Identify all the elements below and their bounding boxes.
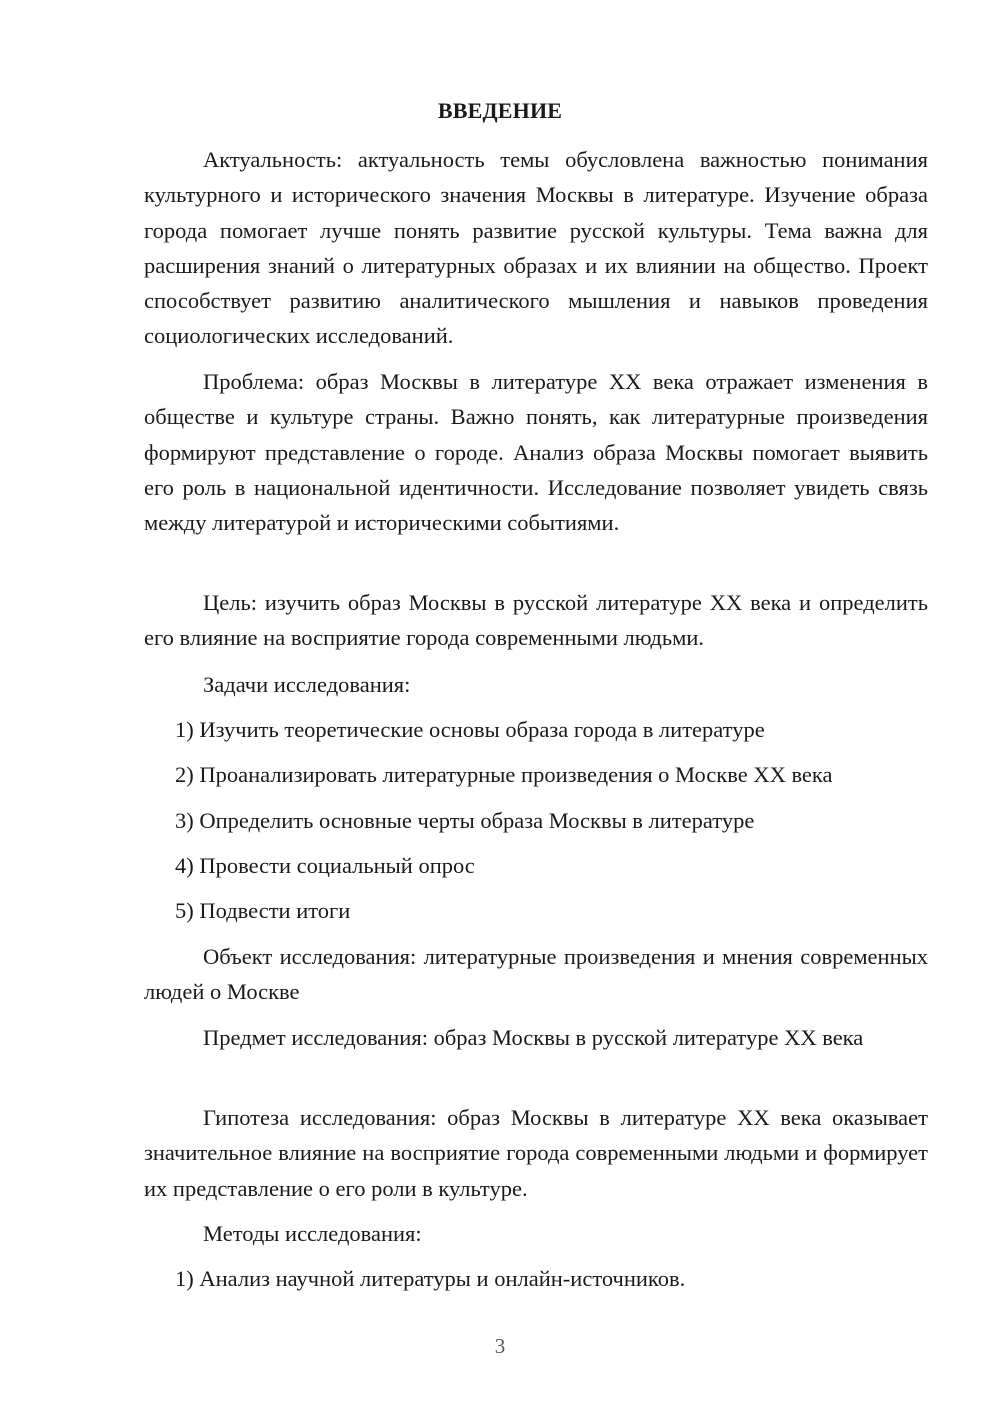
- section-heading: ВВЕДЕНИЕ: [437, 98, 563, 123]
- relevance-paragraph: Актуальность: актуальность темы обусловлена важностью понимания культурного и исторического значения Москвы в литературе. Изучение образа города помогает лучше понять развитие русской культуры. Тема важна для расширения знаний о литературных образах и их влиянии на общество. Проект способствует развитию аналитического мышления и навыков проведения социологических исследований.: [144, 147, 928, 349]
- task-item: 5) Подвести итоги: [175, 898, 351, 923]
- task-item: 3) Определить основные черты образа Москвы в литературе: [175, 808, 755, 833]
- hypothesis-paragraph: Гипотеза исследования: образ Москвы в литературе XX века оказывает значительное влияние на восприятие города современными людьми и формирует их представление о его роли в культуре.: [144, 1105, 928, 1201]
- task-item: 1) Изучить теоретические основы образа города в литературе: [175, 717, 765, 742]
- subject-paragraph: Предмет исследования: образ Москвы в русской литературе XX века: [203, 1025, 864, 1050]
- problem-paragraph: Проблема: образ Москвы в литературе XX века отражает изменения в обществе и культуре страны. Важно понять, как литературные произведения формируют представление о городе. Анализ образа Москвы помогает выявить его роль в национальной идентичности. Исследование позволяет увидеть связь между литературой и историческими событиями.: [144, 369, 928, 536]
- object-paragraph: Объект исследования: литературные произведения и мнения современных людей о Москве: [144, 944, 928, 1005]
- task-item: 2) Проанализировать литературные произведения о Москве XX века: [175, 762, 833, 787]
- methods-title: Методы исследования:: [203, 1221, 422, 1246]
- goal-paragraph: Цель: изучить образ Москвы в русской литературе XX века и определить его влияние на восприятие города современными людьми.: [144, 590, 928, 651]
- page-number: 3: [494, 1334, 506, 1358]
- tasks-title: Задачи исследования:: [203, 672, 411, 697]
- task-item: 4) Провести социальный опрос: [175, 853, 475, 878]
- method-item: 1) Анализ научной литературы и онлайн-источников.: [175, 1266, 686, 1291]
